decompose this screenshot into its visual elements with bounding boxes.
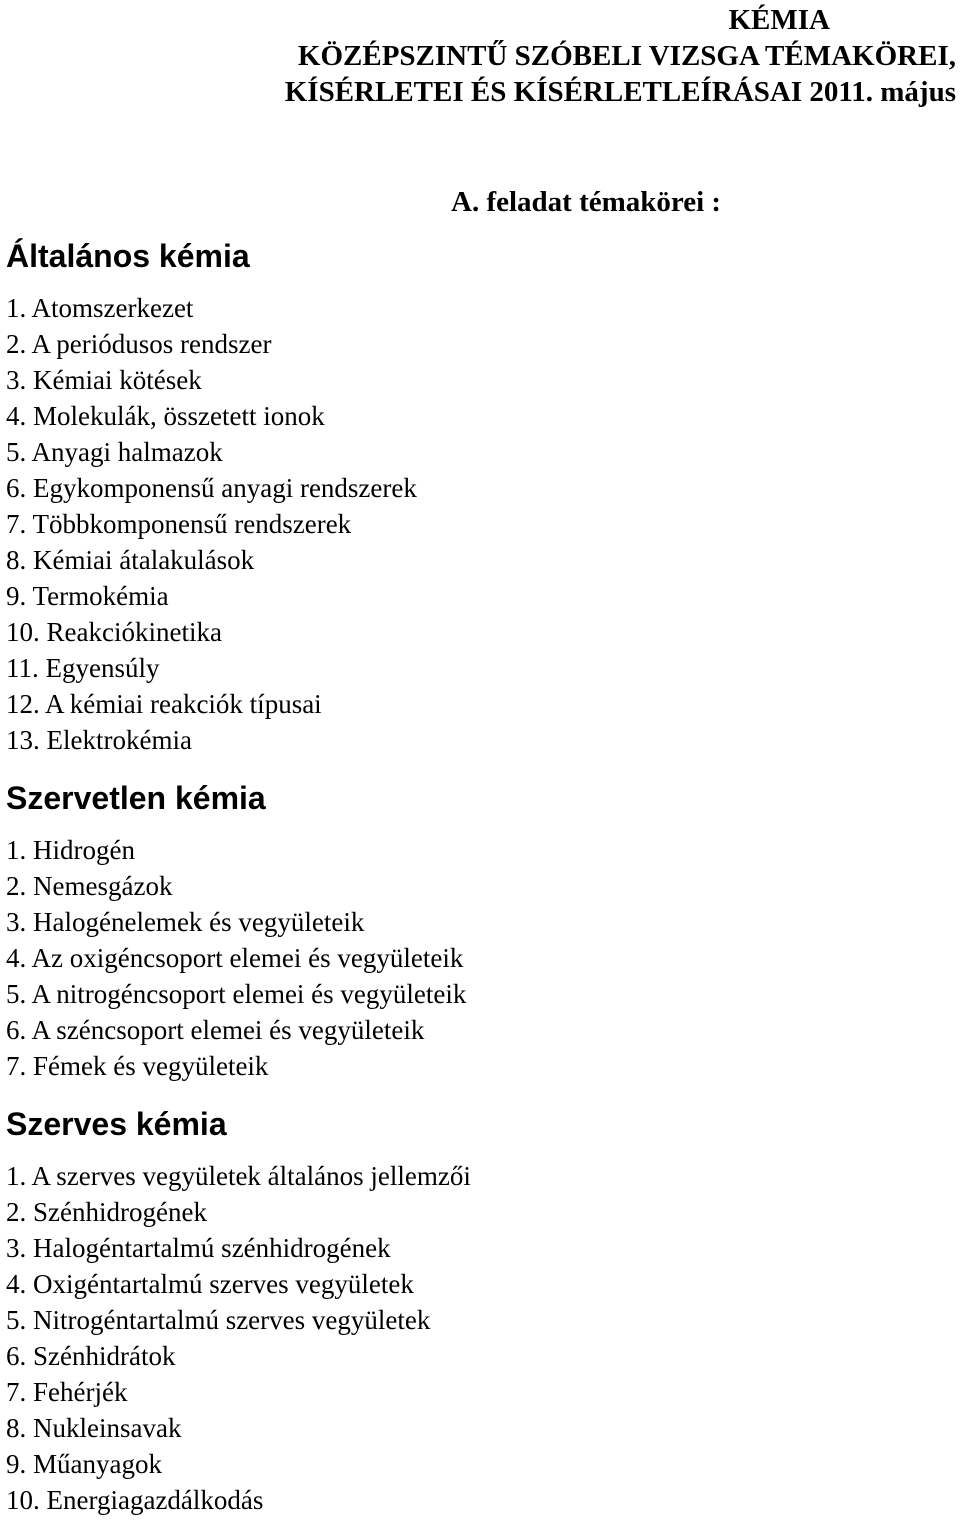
topic-item: 1. Atomszerkezet — [6, 293, 194, 323]
topic-list — [6, 1158, 471, 1518]
header-exam-title: KÖZÉPSZINTŰ SZÓBELI VIZSGA TÉMAKÖREI, — [297, 40, 956, 72]
topic-item: 12. A kémiai reakciók típusai — [6, 689, 322, 719]
topic-item: 10. Reakciókinetika — [6, 617, 222, 647]
topic-item: 5. Nitrogéntartalmú szerves vegyületek — [6, 1305, 431, 1335]
header-subject: KÉMIA — [728, 4, 830, 36]
task-a-heading: A. feladat témakörei : — [451, 186, 722, 218]
topic-item: 2. Szénhidrogének — [6, 1197, 207, 1227]
section-organic-chemistry — [6, 1104, 471, 1518]
topic-item: 11. Egyensúly — [6, 653, 160, 683]
topic-item: 7. Többkomponensű rendszerek — [6, 509, 352, 539]
topic-item: 9. Termokémia — [6, 581, 169, 611]
topic-item: 1. Hidrogén — [6, 835, 135, 865]
section-general-chemistry — [6, 236, 417, 758]
topic-item: 4. Molekulák, összetett ionok — [6, 401, 325, 431]
topic-item: 2. Nemesgázok — [6, 871, 173, 901]
topic-item: 6. Szénhidrátok — [6, 1341, 176, 1371]
topic-item: 6. A széncsoport elemei és vegyületeik — [6, 1015, 425, 1045]
topic-item: 2. A periódusos rendszer — [6, 329, 272, 359]
topic-item: 7. Fémek és vegyületeik — [6, 1051, 269, 1081]
topic-list — [6, 290, 417, 758]
section-title: Általános kémia — [6, 238, 250, 274]
topic-item: 3. Kémiai kötések — [6, 365, 202, 395]
topic-item: 13. Elektrokémia — [6, 725, 192, 755]
topic-item: 5. A nitrogéncsoport elemei és vegyületeik — [6, 979, 467, 1009]
section-title: Szervetlen kémia — [6, 780, 266, 816]
topic-item: 7. Fehérjék — [6, 1377, 128, 1407]
topic-item: 6. Egykomponensű anyagi rendszerek — [6, 473, 417, 503]
topic-item: 8. Nukleinsavak — [6, 1413, 182, 1443]
topic-item: 3. Halogénelemek és vegyületeik — [6, 907, 365, 937]
topic-item: 4. Az oxigéncsoport elemei és vegyületeik — [6, 943, 464, 973]
topic-list — [6, 832, 466, 1084]
topic-item: 3. Halogéntartalmú szénhidrogének — [6, 1233, 391, 1263]
topic-item: 1. A szerves vegyületek általános jellemzői — [6, 1161, 471, 1191]
topic-item: 10. Energiagazdálkodás — [6, 1485, 264, 1515]
topic-item: 8. Kémiai átalakulások — [6, 545, 255, 575]
topic-item: 4. Oxigéntartalmú szerves vegyületek — [6, 1269, 414, 1299]
topic-item: 5. Anyagi halmazok — [6, 437, 223, 467]
section-title: Szerves kémia — [6, 1106, 227, 1142]
document-header — [196, 2, 956, 110]
topic-item: 9. Műanyagok — [6, 1449, 162, 1479]
section-inorganic-chemistry — [6, 778, 466, 1084]
header-exam-subtitle: KÍSÉRLETEI ÉS KÍSÉRLETLEÍRÁSAI 2011. május — [284, 76, 956, 108]
